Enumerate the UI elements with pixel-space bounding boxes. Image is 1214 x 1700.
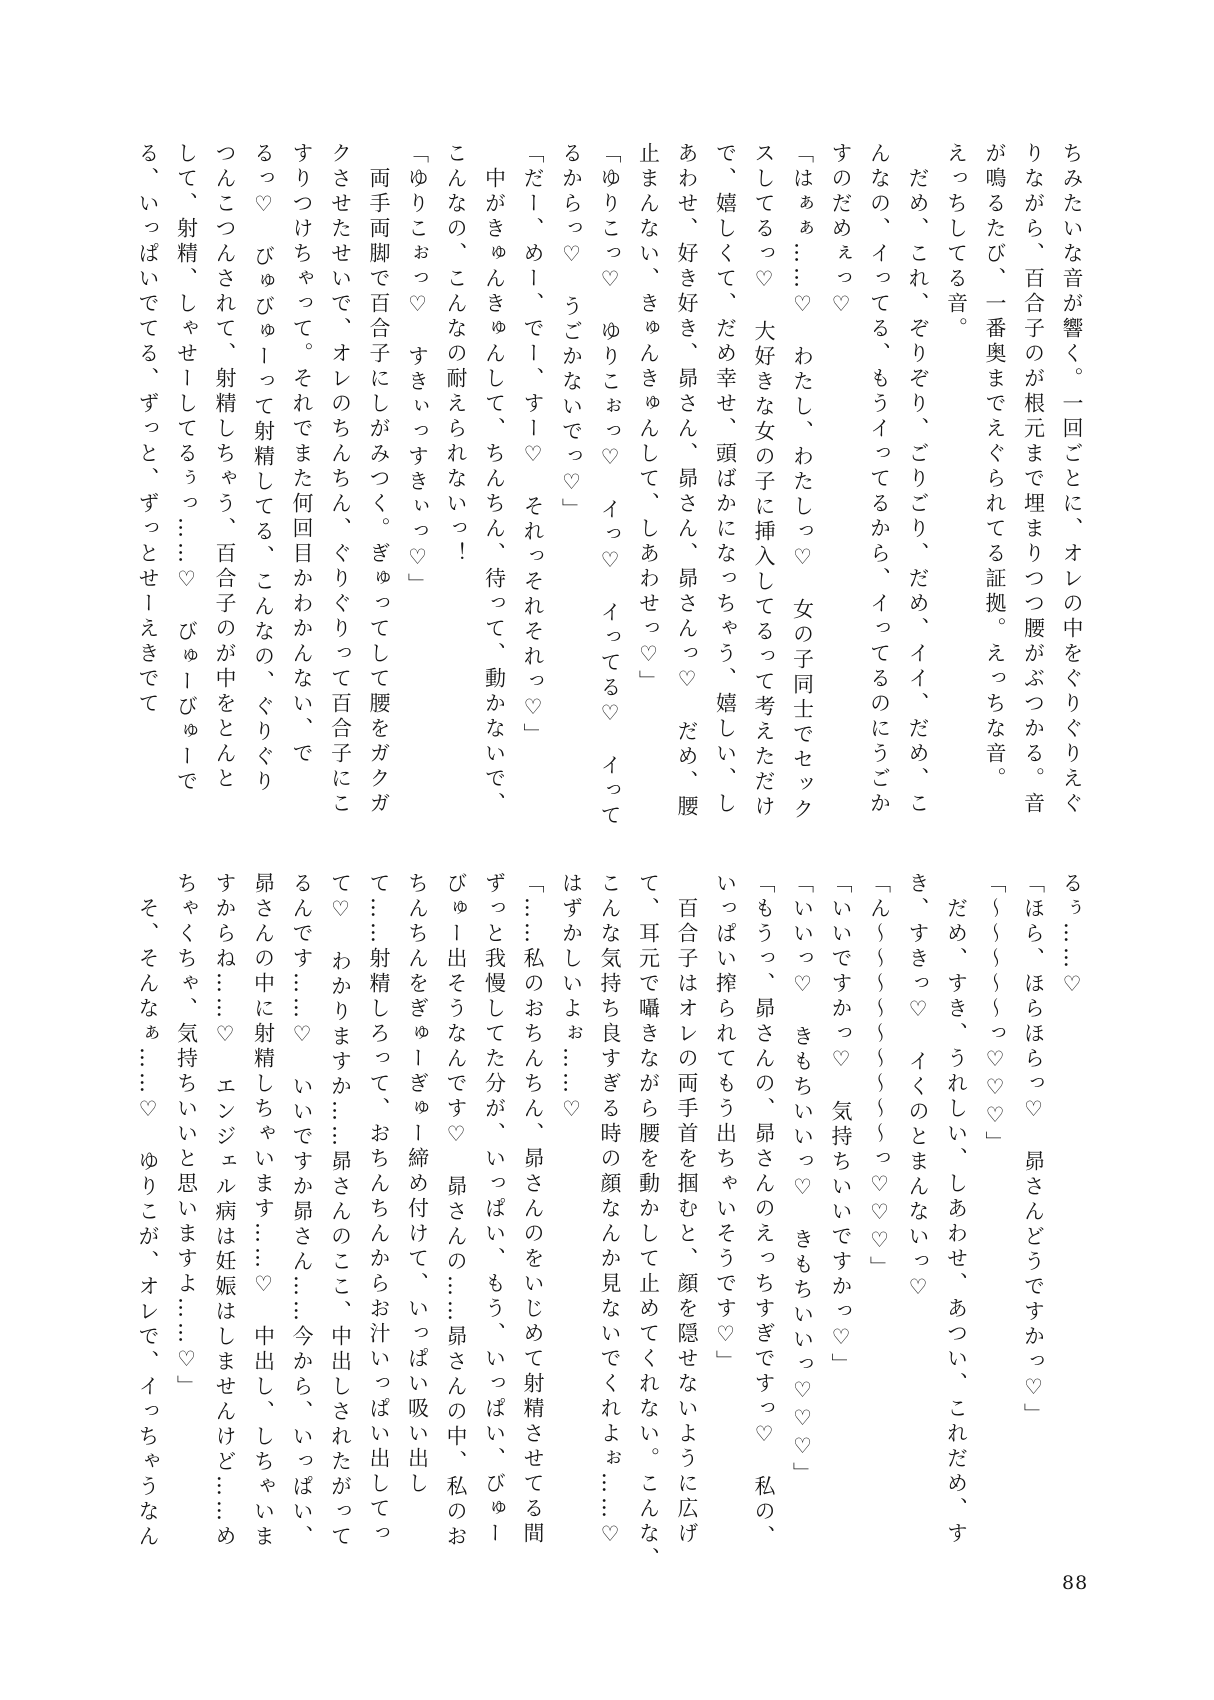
text-line: はずかしいよぉ……♡: [559, 872, 584, 1125]
text-line: スしてるっ♡ 大好きな女の子に挿入してるって考えただけ: [752, 142, 776, 820]
bottom-text-block: [129, 872, 1092, 1572]
text-line: 「〜〜〜〜〜っ♡♡♡」: [983, 872, 1007, 1156]
text-line: クさせたせいで、オレのちんちん、ぐりぐりって百合子にこ: [328, 142, 353, 817]
text-line: あわせ、好き好き、昴さん、昴さん、昴さんっ♡ だめ、腰: [675, 142, 699, 820]
text-line: ちゃくちゃ、気持ちいいと思いますよ……♡」: [174, 872, 199, 1400]
text-line: る、いっぱいでてる、ずっと、ずっとせーえきでて: [136, 142, 160, 717]
text-line: つんこつんされて、射精しちゃう、百合子のが中をとんと: [213, 142, 237, 792]
text-line: 「……私のおちんちん、昴さんのをいじめて射精させてる間: [521, 872, 545, 1547]
text-line: りながら、百合子のが根元まで埋まりつつ腰がぶつかる。音: [1021, 142, 1046, 817]
text-line: 「いいっ♡ きもちいいっ♡ きもちいいっ♡♡♡」: [790, 872, 815, 1487]
text-line: すのだめぇっ♡: [829, 142, 853, 320]
text-line: こんなの、こんなの耐えられないっ！: [444, 142, 468, 567]
text-line: 昴さんの中に射精しちゃいます……♡ 中出し、しちゃいま: [251, 872, 276, 1550]
text-line: 「ゆりこぉっ♡ すきぃっすきぃっ♡」: [405, 142, 430, 598]
text-line: 中がきゅんきゅんして、ちんちん、待って、動かないで、: [482, 142, 507, 817]
text-line: そ、そんなぁ……♡ ゆりこが、オレで、イっちゃうなん: [136, 872, 160, 1550]
text-line: だめ、これ、ぞりぞり、ごりごり、だめ、イイ、だめ、こ: [906, 142, 930, 817]
text-line: 「ん〜〜〜〜〜〜〜〜〜っ♡♡♡」: [867, 872, 892, 1281]
text-line: るからっ♡ うごかないでっ♡」: [559, 142, 584, 523]
page-number: 88: [1062, 1572, 1089, 1594]
text-line: が鳴るたび、一番奥までえぐられてる証拠。えっちな音。: [983, 142, 1007, 792]
text-line: えっちしてる音。: [944, 142, 969, 342]
text-line: いっぱい搾られてもう出ちゃいそうです♡」: [713, 872, 738, 1375]
text-line: だめ、すき、うれしい、しあわせ、あつい、これだめ、す: [944, 872, 969, 1547]
text-line: 「もうっ、昴さんの、昴さんのえっちすぎですっ♡ 私の、: [752, 872, 776, 1550]
text-line: んなの、イってる、もうイってるから、イってるのにうごか: [867, 142, 892, 817]
text-line: るぅ……♡: [1060, 872, 1084, 1000]
text-line: て♡ わかりますか……昴さんのここ、中出しされたがって: [328, 872, 353, 1550]
text-line: こんな気持ち良すぎる時の顔なんか見ないでくれよぉ……♡: [598, 872, 622, 1550]
text-line: き、すきっ♡ イくのとまんないっ♡: [906, 872, 930, 1303]
text-line: 「だー、めー、でー、すー♡ それっそれそれっ♡」: [521, 142, 545, 748]
text-line: るっ♡ びゅびゅーって射精してる、こんなの、ぐりぐり: [251, 142, 276, 795]
text-line: 「いいですかっ♡ 気持ちいいですかっ♡」: [829, 872, 853, 1378]
text-line: 百合子はオレの両手首を掴むと、顔を隠せないように広げ: [675, 872, 699, 1547]
text-line: 「ゆりこっ♡ ゆりこぉっ♡ イっ♡ イってる♡ イって: [598, 142, 622, 829]
text-line: すからね……♡ エンジェル病は妊娠はしませんけど……め: [213, 872, 237, 1550]
text-line: 「ほら、ほらほらっ♡ 昴さんどうですかっ♡」: [1021, 872, 1046, 1428]
text-line: 「はぁぁ……♡ わたし、わたしっ♡ 女の子同士でセック: [790, 142, 815, 823]
text-line: て、耳元で囁きながら腰を動かして止めてくれない。こんな、: [636, 872, 661, 1572]
top-text-block: [129, 142, 1092, 829]
text-line: るんです……♡ いいですか昴さん……今から、いっぱい、: [290, 872, 314, 1550]
text-line: ちんちんをぎゅーぎゅー締め付けて、いっぱい吸い出し: [405, 872, 430, 1497]
text-line: ちみたいな音が響く。一回ごとに、オレの中をぐりぐりえぐ: [1060, 142, 1084, 817]
text-line: びゅー出そうなんです♡ 昴さんの……昴さんの中、私のお: [444, 872, 468, 1550]
text-line: 止まんない、きゅんきゅんして、しあわせっ♡」: [636, 142, 661, 695]
text-line: すりつけちゃって。それでまた何回目かわかんない、で: [290, 142, 314, 767]
text-line: して、射精、しゃせーしてるぅっ……♡ びゅーびゅーで: [174, 142, 199, 795]
text-line: て……射精しろって、おちんちんからお汁いっぱい出してっ: [367, 872, 391, 1547]
text-line: 両手両脚で百合子にしがみつく。ぎゅってして腰をガクガ: [367, 142, 391, 817]
text-line: で、嬉しくて、だめ幸せ、頭ばかになっちゃう、嬉しい、し: [713, 142, 738, 817]
text-line: ずっと我慢してた分が、いっぱい、もう、いっぱい、びゅー: [482, 872, 507, 1547]
